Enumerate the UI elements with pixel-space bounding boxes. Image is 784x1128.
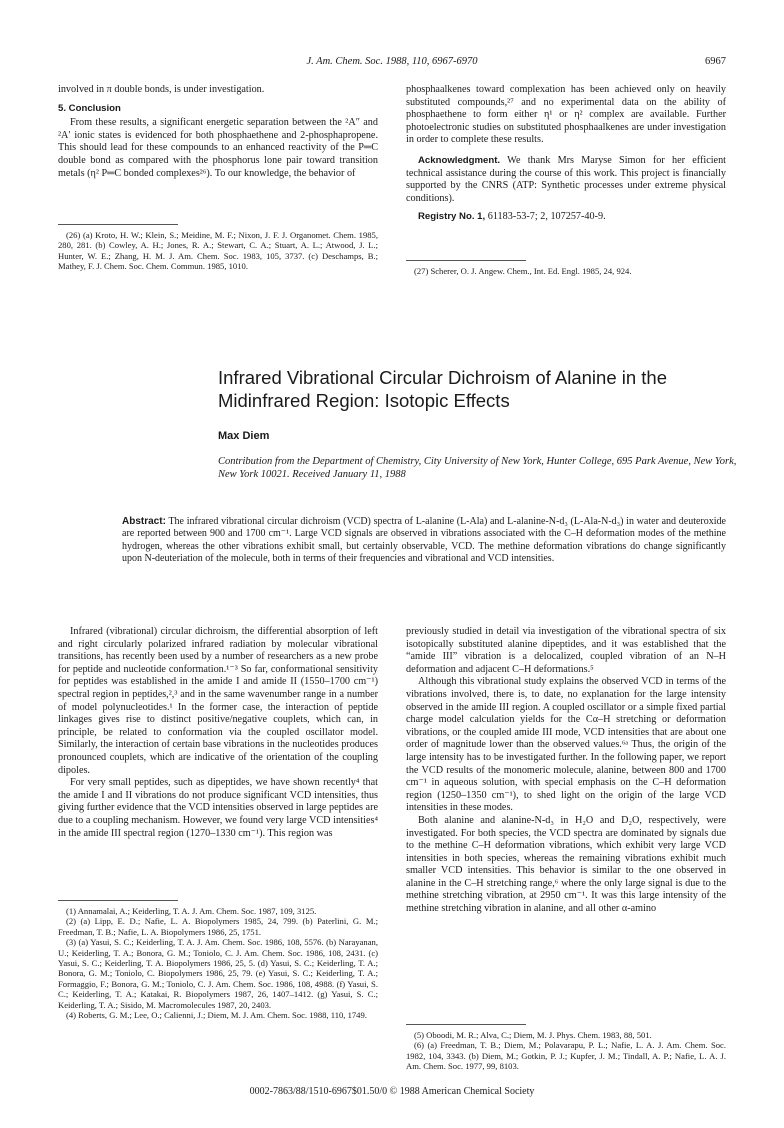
ack-label: Acknowledgment. (418, 154, 501, 166)
footnote-5: (5) Oboodi, M. R.; Alva, C.; Diem, M. J. Phys. Chem. 1983, 88, 501. (414, 1030, 652, 1040)
page-number: 6967 (705, 56, 726, 67)
footnote-rule-right (406, 260, 526, 261)
footnote-rule (58, 224, 178, 225)
body-left-footnotes (58, 906, 378, 1020)
prev-article-right-column (406, 84, 726, 224)
body-right-p2: Although this vibrational study explains the observed VCD in terms of the vibrations involved, there is, to date, no explanation for the large intensity observed in the amide III region. A coupled oscillator or a simple fixed partial charge model calculation yields for the Cα–H stretching or deformation vibrations, or the coupled amide III mode, VCD intensities that are about one order of magnitude lower than the observed values.⁶ᵃ Thus, the origin of the large intensity has to be investigated further. In the following paper, we report the VCD results of the monomeric molecule, alanine, between 800 and 1700 cm⁻¹ in aqueous solution, with special emphasis on the C–H deformation region (1250–1350 cm⁻¹), to shed light on the origin of the large VCD intensities in these modes. (406, 676, 726, 814)
copyright-footer: 0002-7863/88/1510-6967$01.50/0 © 1988 American Chemical Society (249, 1086, 535, 1097)
registry-label: Registry No. 1, (418, 211, 486, 223)
abstract (122, 516, 726, 566)
footnote-rule-body-left (58, 900, 178, 901)
conclusion-text: From these results, a significant energetic separation between the ²A″ and ²A′ ionic states is evidenced for both phosphaethene and 2-phosphapropene. This should lead for these compounds to an enhanced reactivity of the P═C double bond as compared with the phosphorus lone pair toward transition metals (η² P═C bonded complexes²⁶). To our knowledge, the behavior of (58, 117, 378, 179)
footnote-1: (1) Annamalai, A.; Keiderling, T. A. J. Am. Chem. Soc. 1987, 109, 3125. (66, 906, 317, 916)
footnote-6: (6) (a) Freedman, T. B.; Diem, M.; Polavarapu, P. L.; Nafie, L. A. J. Am. Chem. Soc. 1982, 104, 3343. (b) Diem, M.; Gotkin, P. J.; Kupfer, J. M.; Tindall, A. P.; Nafie, L. A. J. Am. Chem. Soc. 1977, 99, 8103. (406, 1040, 726, 1072)
article-title: Infrared Vibrational Circular Dichroism of Alanine in the Midinfrared Region: Isotopic Effects (218, 367, 668, 411)
prev-article-left-column (58, 84, 378, 180)
registry-text: 61183-53-7; 2, 107257-40-9. (487, 211, 606, 223)
abstract-label: Abstract: (122, 516, 166, 527)
acknowledgment (406, 155, 726, 205)
running-header (58, 56, 726, 70)
journal-citation: J. Am. Chem. Soc. 1988, 110, 6967-6970 (306, 56, 478, 67)
body-right-p1: previously studied in detail via investigation of the vibrational spectra of six isotopically substituted alanine dipeptides, and it was established that the “amide III” vibration is a delocalized, coupled vibration of an N–H deformation and adjacent C–H deformations.⁵ (406, 626, 726, 675)
body-right-p3: Both alanine and alanine-N-d₃ in H₂O and D₂O, respectively, were investigated. For both species, the VCD spectra are dominated by signals due to the methine C–H deformation vibrations, which exhibit very large VCD intensities in both species, whereas the remaining vibrations exhibit much smaller VCD intensities. This behavior is similar to the one observed in alanine in the C–H stretching range,⁶ where the only large signal is due to the methine stretching vibration, at 2950 cm⁻¹. It was this large intensity of the methine stretching vibration in alanine, and all other α-amino (406, 814, 726, 915)
footnote-rule-body-right (406, 1024, 526, 1025)
prev-right-footnotes (406, 266, 726, 276)
body-right-footnotes (406, 1030, 726, 1072)
conclusion-heading: 5. Conclusion (58, 102, 121, 114)
prev-left-footnotes (58, 230, 378, 272)
footnote-2: (2) (a) Lipp, E. D.; Nafie, L. A. Biopolymers 1985, 24, 799. (b) Paterlini, G. M.; Freedman, T. B.; Nafie, L. A. Biopolymers 1986, 25, 1751. (58, 916, 378, 937)
footnote-26: (26) (a) Kroto, H. W.; Klein, S.; Meidine, M. F.; Nixon, J. F. J. Organomet. Chem. 1985, 280, 281. (b) Cowley, A. H.; Jones, R. A.; Stewart, C. A.; Stuart, A. L.; Atwood, J. L.; Hunter, W. E.; Zhang, H. M. J. Am. Chem. Soc. 1983, 105, 3737. (c) Deschamps, B.; Mathey, F. J. Chem. Soc. Chem. Commun. 1985, 1010. (58, 230, 378, 272)
prev-right-text: phosphaalkenes toward complexation has been achieved only on heavily substituted compounds,²⁷ and no experimental data on the ability of phosphaethene to form either η¹ or η² complex are available. Further photoelectronic studies on substituted phosphaalkenes are under investigation in order to complete these results. (406, 84, 726, 146)
ack-text: We thank Mrs Maryse Simon for her efficient technical assistance during the course of this work. This project is financially supported by the CNRS (ATP: Synthetic processes under extreme physical conditions). (406, 154, 726, 204)
footnote-27: (27) Scherer, O. J. Angew. Chem., Int. Ed. Engl. 1985, 24, 924. (414, 266, 632, 276)
body-left-p2: For very small peptides, such as dipeptides, we have shown recently⁴ that the amide I and II vibrations do not produce significant VCD intensities, thus giving further evidence that the VCD intensities observed in large peptides are due to a coupling mechanism. However, we found very large VCD intensities⁴ in the amide III spectral region (1270–1330 cm⁻¹). This region was (58, 777, 378, 839)
body-left-p1: Infrared (vibrational) circular dichroism, the differential absorption of left and right circularly polarized infrared radiation by molecular vibrational transitions, has recently been used by a number of researchers as a new probe for peptide and nucleotide conformation.¹⁻³ So far, conformational sensitivity for peptides was established in the amide I and amide II (1550–1700 cm⁻¹) spectral region in peptides,²,³ and in the same wavenumber range in a number of model polynucleotides.¹ In the former case, the interaction of peptide linkages gives rise to distinct positive/negative couplets, which can, in principle, be related to conformation via the coupled oscillator model. Similarly, the interaction of certain base vibrations in the nucleotides produces pronounced couplets, which are indicative of the orientation of the coupling dipoles. (58, 626, 378, 776)
footnote-3: (3) (a) Yasui, S. C.; Keiderling, T. A. J. Am. Chem. Soc. 1986, 108, 5576. (b) Narayanan, U.; Keiderling, T. A.; Bonora, G. M.; Toniolo, C. J. Am. Chem. Soc. 1986, 108, 2431. (c) Yasui, S. C.; Keiderling, T. A. Biopolymers 1986, 25, 5. (d) Yasui, S. C.; Keiderling, T. A.; Bonora, G. M.; Toniolo, C. Biopolymers 1986, 25, 79. (e) Yasui, S. C.; Keiderling, T. A.; Formaggio, F.; Bonora, G. M.; Toniolo, C. J. Am. Chem. Soc. 1986, 108, 4988. (f) Yasui, S. C.; Keiderling, T. A.; Katakai, R. Biopolymers 1987, 26, 1407–1412. (g) Yasui, S. C.; Keiderling, T. A.; Sisido, M. Macromolecules 1987, 20, 2403. (58, 937, 378, 1010)
body-right-column (406, 626, 726, 916)
footnote-4: (4) Roberts, G. M.; Lee, O.; Calienni, J.; Diem, M. J. Am. Chem. Soc. 1988, 110, 1749. (66, 1010, 367, 1021)
body-left-column (58, 626, 378, 840)
article-affiliation: Contribution from the Department of Chemistry, City University of New York, Hunter College, 695 Park Avenue, New York, New York 10021. Received January 11, 1988 (218, 456, 737, 480)
article-author: Max Diem (218, 430, 270, 442)
abstract-text: The infrared vibrational circular dichroism (VCD) spectra of L-alanine (L-Ala) and L-alanine-N-d₃ (L-Ala-N-d₃) in water and deuteroxide are reported between 900 and 1700 cm⁻¹. Large VCD signals are observed in vibrations associated with the C–H deformation modes of the methine hydrogen, whereas the other vibrations exhibit small, but certainly observable, VCD. The methine deformation vibrations do change significantly upon N-deuteriation of the molecule, both in terms of their frequencies and vibrational and VCD intensities. (122, 516, 726, 565)
registry (406, 211, 726, 224)
prev-left-intro: involved in π double bonds, is under investigation. (58, 84, 265, 95)
